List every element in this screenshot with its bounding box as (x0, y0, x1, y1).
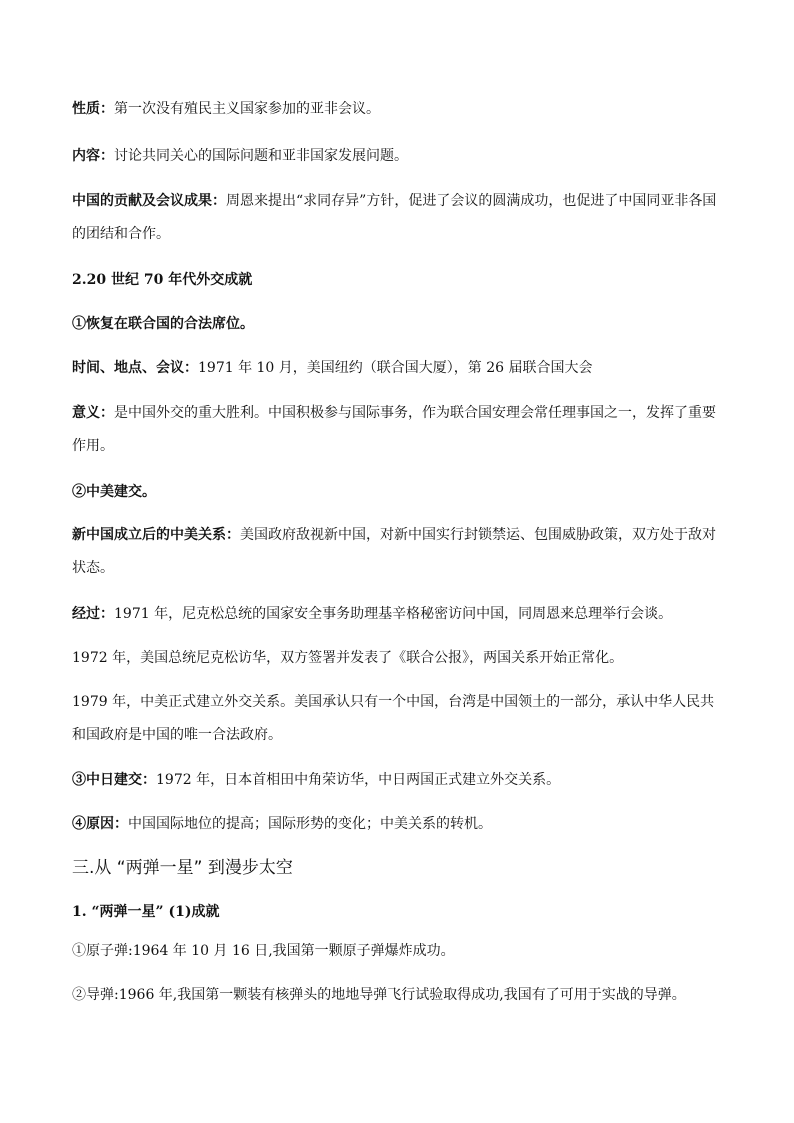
section-heading-three: 三.从 “两弹一星” 到漫步太空 (72, 858, 293, 878)
process-text: 1971 年，尼克松总统的国家安全事务助理基辛格秘密访问中国，同周恩来总理举行会谈。 (114, 606, 673, 622)
reason-label: ④原因： (72, 816, 128, 832)
process-label: 经过： (72, 606, 114, 622)
sino-japan-label: ③中日建交： (72, 772, 156, 788)
reason-paragraph (72, 808, 724, 841)
meaning-text: 是中国外交的重大胜利。中国积极参与国际事务，作为联合国安理会常任理事国之一，发挥了重要作用。 (72, 405, 716, 454)
year-1972-paragraph: 1972 年，美国总统尼克松访华，双方签署并发表了《联合公报》，两国关系开始正常化。 (72, 650, 624, 666)
process-paragraph (72, 598, 724, 631)
missile-paragraph: ②导弹:1966 年,我国第一颗装有核弹头的地地导弹飞行试验取得成功,我国有了可用于实战的导弹。 (72, 987, 686, 1003)
contribution-text: 周恩来提出“求同存异”方针，促进了会议的圆满成功，也促进了中国同亚非各国的团结和合作。 (72, 193, 717, 242)
content-label: 内容： (72, 148, 114, 164)
content-paragraph (72, 140, 724, 173)
meaning-paragraph (72, 397, 724, 463)
section-heading-2-20: 2.20 世纪 70 年代外交成就 (72, 272, 253, 288)
nature-text: 第一次没有殖民主义国家参加的亚非会议。 (114, 101, 380, 117)
nature-paragraph (72, 93, 724, 126)
contribution-label: 中国的贡献及会议成果： (72, 193, 226, 209)
relation-text: 美国政府敌视新中国，对新中国实行封锁禁运、包围威胁政策，双方处于敌对状态。 (72, 527, 716, 576)
year-1979-paragraph: 1979 年，中美正式建立外交关系。美国承认只有一个中国，台湾是中国领土的一部分，承认中华人民共和国政府是中国的唯一合法政府。 (72, 694, 715, 743)
content-text: 讨论共同关心的国际问题和亚非国家发展问题。 (114, 148, 408, 164)
item-heading-sino-us: ②中美建交。 (72, 484, 156, 500)
time-place-label: 时间、地点、会议： (72, 360, 198, 376)
contribution-paragraph (72, 185, 724, 251)
relation-label: 新中国成立后的中美关系： (72, 527, 240, 543)
relation-paragraph (72, 519, 724, 585)
time-place-paragraph (72, 352, 724, 385)
subsection-heading-two-bombs: 1. “两弹一星” (1)成就 (72, 904, 220, 920)
nature-label: 性质： (72, 101, 114, 117)
atomic-bomb-paragraph: ①原子弹:1964 年 10 月 16 日,我国第一颗原子弹爆炸成功。 (72, 943, 455, 959)
meaning-label: 意义： (72, 405, 114, 421)
time-place-text: 1971 年 10 月，美国纽约（联合国大厦），第 26 届联合国大会 (198, 360, 593, 376)
reason-text: 中国国际地位的提高；国际形势的变化；中美关系的转机。 (128, 816, 492, 832)
item-heading-un-seat: ①恢复在联合国的合法席位。 (72, 316, 254, 332)
sino-japan-paragraph (72, 764, 724, 797)
sino-japan-text: 1972 年，日本首相田中角荣访华，中日两国正式建立外交关系。 (156, 772, 561, 788)
